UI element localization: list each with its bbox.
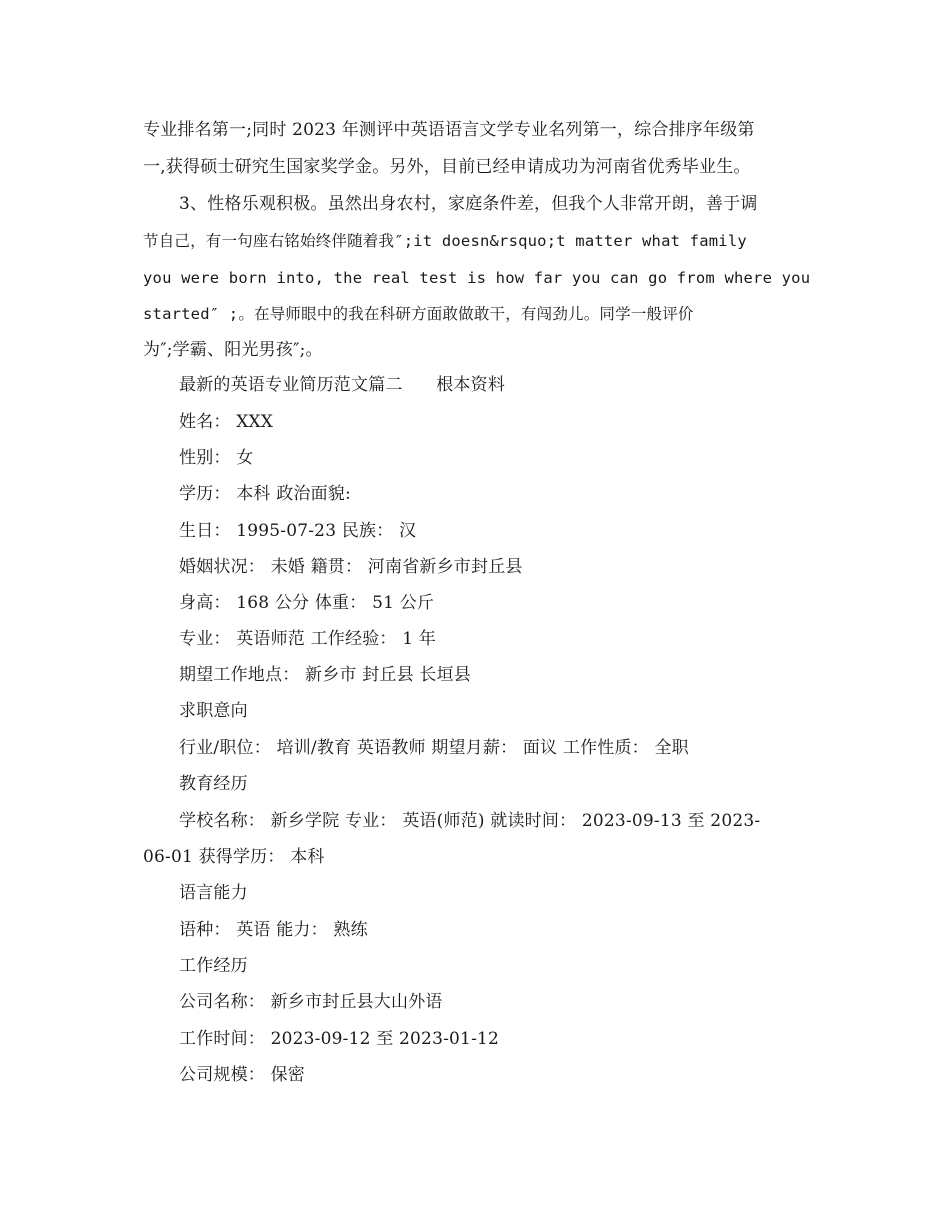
- paragraph-line: you were born into, the real test is how far you can go from where you: [143, 269, 811, 287]
- field-gender: 性别： 女: [179, 448, 254, 468]
- field-major: 专业： 英语师范 工作经验： 1 年: [179, 629, 437, 649]
- section-heading: 工作经历: [179, 956, 248, 976]
- paragraph-line: started″ ;。在导师眼中的我在科研方面敢做敢干，有闯劲儿。同学一般评价: [143, 305, 694, 323]
- field-work-time: 工作时间： 2023-09-12 至 2023-01-12: [179, 1029, 500, 1049]
- section-heading: 求职意向: [179, 701, 248, 721]
- field-job-intent: 行业/职位： 培训/教育 英语教师 期望月薪： 面议 工作性质： 全职: [179, 738, 689, 758]
- field-company: 公司名称： 新乡市封丘县大山外语: [179, 992, 443, 1012]
- field-school-cont: 06-01 获得学历： 本科: [143, 847, 325, 867]
- paragraph-line: 节自己，有一句座右铭始终伴随着我″;it doesn&rsquo;t matter what family: [143, 232, 747, 250]
- section-heading: 语言能力: [179, 883, 248, 903]
- field-name: 姓名： XXX: [179, 412, 274, 432]
- field-height-weight: 身高： 168 公分 体重： 51 公斤: [179, 593, 435, 613]
- paragraph-line: 3、性格乐观积极。虽然出身农村，家庭条件差，但我个人非常开朗，善于调: [179, 194, 758, 214]
- field-company-size: 公司规模： 保密: [179, 1065, 306, 1085]
- field-language: 语种： 英语 能力： 熟练: [179, 920, 368, 940]
- field-birthday: 生日： 1995-07-23 民族： 汉: [179, 521, 417, 541]
- field-education: 学历： 本科 政治面貌:: [179, 484, 351, 504]
- paragraph-line: 为″;学霸、阳光男孩″;。: [143, 340, 323, 360]
- paragraph-line: 专业排名第一;同时 2023 年测评中英语语言文学专业名列第一，综合排序年级第: [143, 120, 755, 140]
- section-heading: 最新的英语专业简历范文篇二 根本资料: [179, 375, 506, 395]
- field-marital-status: 婚姻状况： 未婚 籍贯： 河南省新乡市封丘县: [179, 557, 523, 577]
- field-school: 学校名称： 新乡学院 专业： 英语(师范) 就读时间： 2023-09-13 至 2023-: [179, 811, 761, 831]
- paragraph-line: 一,获得硕士研究生国家奖学金。另外，目前已经申请成功为河南省优秀毕业生。: [143, 157, 751, 177]
- field-desired-location: 期望工作地点： 新乡市 封丘县 长垣县: [179, 665, 472, 685]
- section-heading: 教育经历: [179, 774, 248, 794]
